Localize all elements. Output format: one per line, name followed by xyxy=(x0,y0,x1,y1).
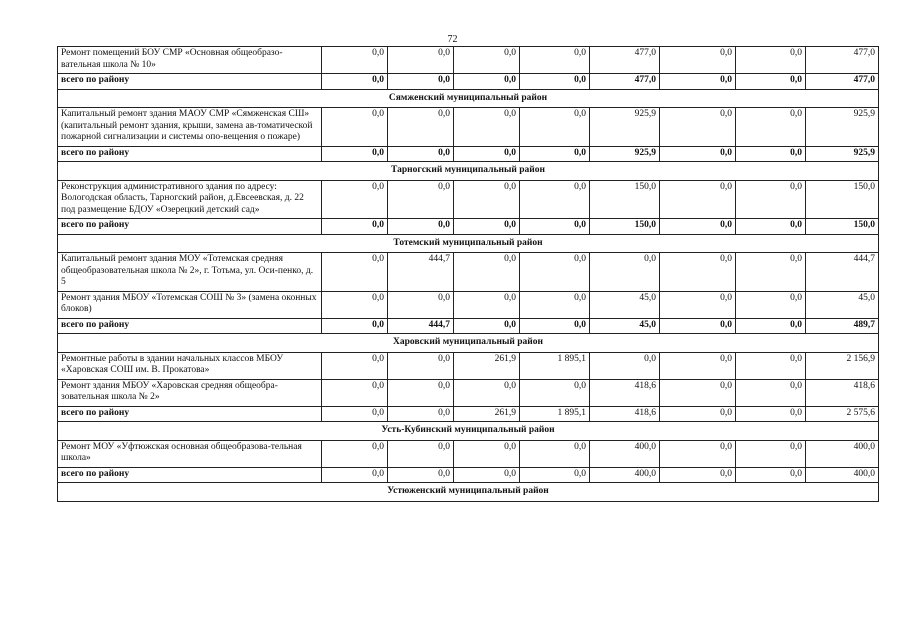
value-cell-5: 418,6 xyxy=(590,406,660,422)
budget-table xyxy=(57,46,879,502)
value-cell-5: 0,0 xyxy=(590,352,660,379)
district-total-row xyxy=(58,146,879,162)
value-cell-5: 0,0 xyxy=(590,253,660,292)
value-cell-3: 0,0 xyxy=(454,74,520,90)
value-cell-4: 0,0 xyxy=(520,108,590,147)
value-cell-7: 0,0 xyxy=(736,146,806,162)
page-number: 72 xyxy=(447,34,458,45)
value-cell-7: 0,0 xyxy=(736,440,806,467)
district-header-row xyxy=(58,89,879,108)
value-cell-7: 0,0 xyxy=(736,379,806,406)
value-cell-6: 0,0 xyxy=(660,180,736,219)
total-label: всего по району xyxy=(58,74,322,90)
value-cell-6: 0,0 xyxy=(660,219,736,235)
value-cell-2: 0,0 xyxy=(388,74,454,90)
value-cell-1: 0,0 xyxy=(322,253,388,292)
table-row xyxy=(58,47,879,74)
value-cell-8: 925,9 xyxy=(806,146,879,162)
value-cell-1: 0,0 xyxy=(322,219,388,235)
district-total-row xyxy=(58,219,879,235)
district-total-row xyxy=(58,467,879,483)
value-cell-3: 261,9 xyxy=(454,352,520,379)
total-label: всего по району xyxy=(58,318,322,334)
value-cell-7: 0,0 xyxy=(736,47,806,74)
table-row xyxy=(58,253,879,292)
value-cell-1: 0,0 xyxy=(322,291,388,318)
value-cell-7: 0,0 xyxy=(736,406,806,422)
value-cell-8: 2 575,6 xyxy=(806,406,879,422)
object-name: Капитальный ремонт здания МАОУ СМР «Сямженская СШ» (капитальный ремонт здания, крыши, замена ав-томатической пожарной сигнализации и системы опо-вещения о пожаре) xyxy=(58,108,322,147)
value-cell-7: 0,0 xyxy=(736,291,806,318)
object-name: Ремонт здания МБОУ «Харовская средняя общеобра-зовательная школа № 2» xyxy=(58,379,322,406)
value-cell-4: 0,0 xyxy=(520,74,590,90)
district-name: Устюженский муниципальный район xyxy=(58,483,879,502)
value-cell-8: 444,7 xyxy=(806,253,879,292)
value-cell-8: 2 156,9 xyxy=(806,352,879,379)
value-cell-4: 1 895,1 xyxy=(520,406,590,422)
value-cell-8: 925,9 xyxy=(806,108,879,147)
value-cell-5: 418,6 xyxy=(590,379,660,406)
district-total-row xyxy=(58,74,879,90)
value-cell-4: 1 895,1 xyxy=(520,352,590,379)
district-name: Сямженский муниципальный район xyxy=(58,89,879,108)
value-cell-5: 400,0 xyxy=(590,440,660,467)
value-cell-8: 45,0 xyxy=(806,291,879,318)
district-total-row xyxy=(58,318,879,334)
value-cell-5: 400,0 xyxy=(590,467,660,483)
value-cell-3: 261,9 xyxy=(454,406,520,422)
value-cell-1: 0,0 xyxy=(322,74,388,90)
value-cell-2: 0,0 xyxy=(388,406,454,422)
value-cell-1: 0,0 xyxy=(322,180,388,219)
table-body xyxy=(58,47,879,502)
value-cell-8: 150,0 xyxy=(806,180,879,219)
value-cell-6: 0,0 xyxy=(660,318,736,334)
value-cell-1: 0,0 xyxy=(322,467,388,483)
value-cell-8: 150,0 xyxy=(806,219,879,235)
value-cell-6: 0,0 xyxy=(660,406,736,422)
value-cell-3: 0,0 xyxy=(454,108,520,147)
value-cell-4: 0,0 xyxy=(520,47,590,74)
value-cell-3: 0,0 xyxy=(454,146,520,162)
value-cell-2: 0,0 xyxy=(388,219,454,235)
table-row xyxy=(58,180,879,219)
value-cell-5: 925,9 xyxy=(590,146,660,162)
table-row xyxy=(58,379,879,406)
value-cell-6: 0,0 xyxy=(660,146,736,162)
value-cell-1: 0,0 xyxy=(322,352,388,379)
value-cell-1: 0,0 xyxy=(322,47,388,74)
value-cell-7: 0,0 xyxy=(736,253,806,292)
district-name: Тарногский муниципальный район xyxy=(58,162,879,181)
value-cell-2: 444,7 xyxy=(388,253,454,292)
district-header-row xyxy=(58,422,879,441)
value-cell-2: 0,0 xyxy=(388,47,454,74)
value-cell-4: 0,0 xyxy=(520,253,590,292)
value-cell-4: 0,0 xyxy=(520,440,590,467)
value-cell-2: 0,0 xyxy=(388,180,454,219)
total-label: всего по району xyxy=(58,467,322,483)
total-label: всего по району xyxy=(58,146,322,162)
value-cell-3: 0,0 xyxy=(454,440,520,467)
value-cell-1: 0,0 xyxy=(322,406,388,422)
value-cell-8: 400,0 xyxy=(806,440,879,467)
total-label: всего по району xyxy=(58,219,322,235)
value-cell-2: 444,7 xyxy=(388,318,454,334)
district-header-row xyxy=(58,234,879,253)
object-name: Капитальный ремонт здания МОУ «Тотемская средняя общеобразовательная школа № 2», г. Тотьма, ул. Оси-пенко, д. 5 xyxy=(58,253,322,292)
value-cell-6: 0,0 xyxy=(660,253,736,292)
value-cell-8: 477,0 xyxy=(806,47,879,74)
value-cell-6: 0,0 xyxy=(660,379,736,406)
value-cell-8: 489,7 xyxy=(806,318,879,334)
value-cell-2: 0,0 xyxy=(388,467,454,483)
value-cell-6: 0,0 xyxy=(660,47,736,74)
district-name: Харовский муниципальный район xyxy=(58,334,879,353)
value-cell-6: 0,0 xyxy=(660,352,736,379)
value-cell-3: 0,0 xyxy=(454,379,520,406)
value-cell-3: 0,0 xyxy=(454,219,520,235)
value-cell-2: 0,0 xyxy=(388,379,454,406)
value-cell-5: 150,0 xyxy=(590,219,660,235)
value-cell-6: 0,0 xyxy=(660,108,736,147)
value-cell-8: 400,0 xyxy=(806,467,879,483)
value-cell-7: 0,0 xyxy=(736,219,806,235)
table-row xyxy=(58,352,879,379)
value-cell-5: 925,9 xyxy=(590,108,660,147)
value-cell-5: 477,0 xyxy=(590,74,660,90)
object-name: Ремонт помещений БОУ СМР «Основная общеобразо-вательная школа № 10» xyxy=(58,47,322,74)
value-cell-8: 418,6 xyxy=(806,379,879,406)
value-cell-7: 0,0 xyxy=(736,318,806,334)
value-cell-7: 0,0 xyxy=(736,467,806,483)
value-cell-5: 45,0 xyxy=(590,318,660,334)
district-header-row xyxy=(58,483,879,502)
value-cell-4: 0,0 xyxy=(520,291,590,318)
value-cell-1: 0,0 xyxy=(322,318,388,334)
value-cell-6: 0,0 xyxy=(660,74,736,90)
object-name: Реконструкция административного здания по адресу: Вологодская область, Тарногский район, д.Евсеевская, д. 22 под размещение БДОУ «Озерецкий детский сад» xyxy=(58,180,322,219)
value-cell-7: 0,0 xyxy=(736,180,806,219)
value-cell-2: 0,0 xyxy=(388,146,454,162)
value-cell-4: 0,0 xyxy=(520,318,590,334)
value-cell-3: 0,0 xyxy=(454,318,520,334)
district-total-row xyxy=(58,406,879,422)
object-name: Ремонт МОУ «Уфтюжская основная общеобразова-тельная школа» xyxy=(58,440,322,467)
value-cell-6: 0,0 xyxy=(660,440,736,467)
table-row xyxy=(58,291,879,318)
value-cell-2: 0,0 xyxy=(388,352,454,379)
district-header-row xyxy=(58,334,879,353)
value-cell-4: 0,0 xyxy=(520,219,590,235)
value-cell-1: 0,0 xyxy=(322,440,388,467)
value-cell-3: 0,0 xyxy=(454,253,520,292)
value-cell-7: 0,0 xyxy=(736,352,806,379)
value-cell-4: 0,0 xyxy=(520,180,590,219)
value-cell-6: 0,0 xyxy=(660,467,736,483)
total-label: всего по району xyxy=(58,406,322,422)
value-cell-8: 477,0 xyxy=(806,74,879,90)
district-header-row xyxy=(58,162,879,181)
value-cell-5: 150,0 xyxy=(590,180,660,219)
value-cell-6: 0,0 xyxy=(660,291,736,318)
district-name: Тотемский муниципальный район xyxy=(58,234,879,253)
value-cell-3: 0,0 xyxy=(454,47,520,74)
value-cell-4: 0,0 xyxy=(520,467,590,483)
value-cell-7: 0,0 xyxy=(736,74,806,90)
value-cell-2: 0,0 xyxy=(388,108,454,147)
table-row xyxy=(58,108,879,147)
value-cell-3: 0,0 xyxy=(454,467,520,483)
value-cell-4: 0,0 xyxy=(520,146,590,162)
object-name: Ремонтные работы в здании начальных классов МБОУ «Харовская СОШ им. В. Прокатова» xyxy=(58,352,322,379)
value-cell-1: 0,0 xyxy=(322,146,388,162)
district-name: Усть-Кубинский муниципальный район xyxy=(58,422,879,441)
value-cell-1: 0,0 xyxy=(322,379,388,406)
object-name: Ремонт здания МБОУ «Тотемская СОШ № 3» (замена оконных блоков) xyxy=(58,291,322,318)
value-cell-3: 0,0 xyxy=(454,291,520,318)
value-cell-5: 477,0 xyxy=(590,47,660,74)
value-cell-1: 0,0 xyxy=(322,108,388,147)
value-cell-2: 0,0 xyxy=(388,440,454,467)
value-cell-5: 45,0 xyxy=(590,291,660,318)
table-row xyxy=(58,440,879,467)
value-cell-3: 0,0 xyxy=(454,180,520,219)
value-cell-4: 0,0 xyxy=(520,379,590,406)
value-cell-7: 0,0 xyxy=(736,108,806,147)
value-cell-2: 0,0 xyxy=(388,291,454,318)
